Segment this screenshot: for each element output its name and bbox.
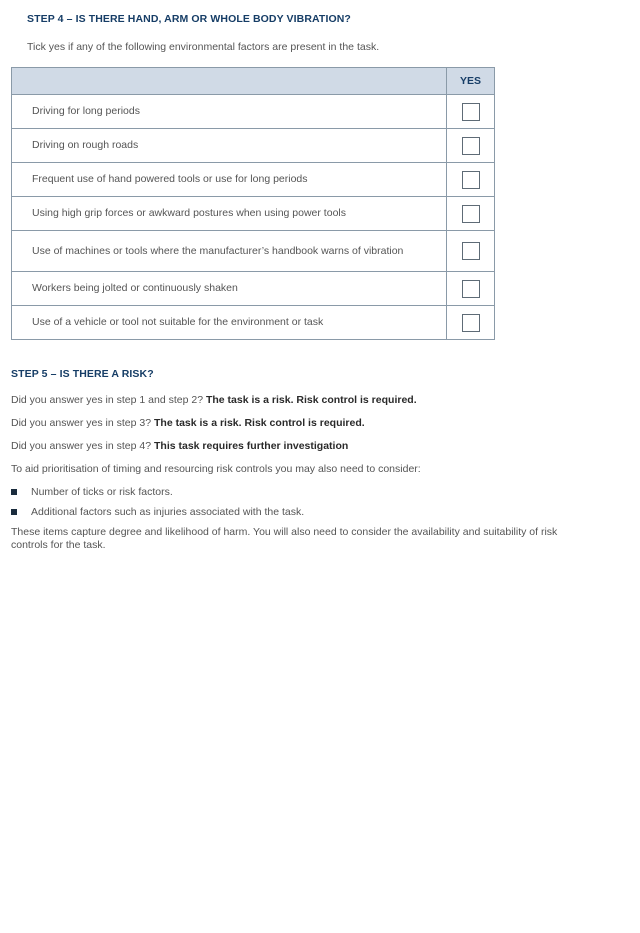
question-text: Did you answer yes in step 4? xyxy=(11,440,152,452)
factor-label: Driving for long periods xyxy=(12,95,447,129)
factor-label: Using high grip forces or awkward postures when using power tools xyxy=(12,197,447,231)
closing-paragraph: These items capture degree and likelihood of harm. You will also need to consider the availability and suitability of risk controls for the task. xyxy=(11,526,558,551)
yes-checkbox[interactable] xyxy=(462,314,480,332)
question-result: The task is a risk. Risk control is required. xyxy=(154,417,365,429)
factor-label: Driving on rough roads xyxy=(12,129,447,163)
factor-label: Use of a vehicle or tool not suitable for the environment or task xyxy=(12,306,447,340)
table-row xyxy=(12,129,495,163)
yes-cell xyxy=(447,197,495,231)
table-row xyxy=(12,272,495,306)
question-text: Did you answer yes in step 1 and step 2? xyxy=(11,394,204,406)
factor-label: Workers being jolted or continuously shaken xyxy=(12,272,447,306)
table-row xyxy=(12,231,495,272)
yes-cell xyxy=(447,129,495,163)
yes-cell xyxy=(447,95,495,129)
list-item-text: Number of ticks or risk factors. xyxy=(31,486,173,498)
step5-question-1 xyxy=(11,394,417,406)
vibration-checklist-table xyxy=(11,67,495,340)
question-result: The task is a risk. Risk control is required. xyxy=(205,394,417,406)
step5-question-3 xyxy=(11,440,348,452)
step5-question-2 xyxy=(11,417,365,429)
yes-cell xyxy=(447,231,495,272)
yes-checkbox[interactable] xyxy=(462,205,480,223)
yes-cell xyxy=(447,163,495,197)
table-row xyxy=(12,95,495,129)
question-text: Did you answer yes in step 3? xyxy=(11,417,152,429)
question-result: This task requires further investigation xyxy=(154,440,349,452)
yes-column-header: YES xyxy=(447,68,495,95)
table-row xyxy=(12,163,495,197)
step5-heading: STEP 5 – IS THERE A RISK? xyxy=(11,368,154,380)
factor-label: Frequent use of hand powered tools or use for long periods xyxy=(12,163,447,197)
yes-checkbox[interactable] xyxy=(462,137,480,155)
yes-checkbox[interactable] xyxy=(462,280,480,298)
factor-column-header xyxy=(12,68,447,95)
table-row xyxy=(12,197,495,231)
yes-checkbox[interactable] xyxy=(462,171,480,189)
yes-cell xyxy=(447,306,495,340)
step4-heading: STEP 4 – IS THERE HAND, ARM OR WHOLE BODY VIBRATION? xyxy=(27,13,351,25)
square-bullet-icon xyxy=(11,509,17,515)
yes-cell xyxy=(447,272,495,306)
step4-intro: Tick yes if any of the following environmental factors are present in the task. xyxy=(27,41,380,53)
factor-label: Use of machines or tools where the manufacturer’s handbook warns of vibration xyxy=(12,231,447,272)
yes-checkbox[interactable] xyxy=(462,103,480,121)
list-item-text: Additional factors such as injuries associated with the task. xyxy=(31,506,305,518)
square-bullet-icon xyxy=(11,489,17,495)
table-header-row xyxy=(12,68,495,95)
prioritisation-text: To aid prioritisation of timing and resourcing risk controls you may also need to consider: xyxy=(11,463,421,475)
yes-checkbox[interactable] xyxy=(462,242,480,260)
table-row xyxy=(12,306,495,340)
